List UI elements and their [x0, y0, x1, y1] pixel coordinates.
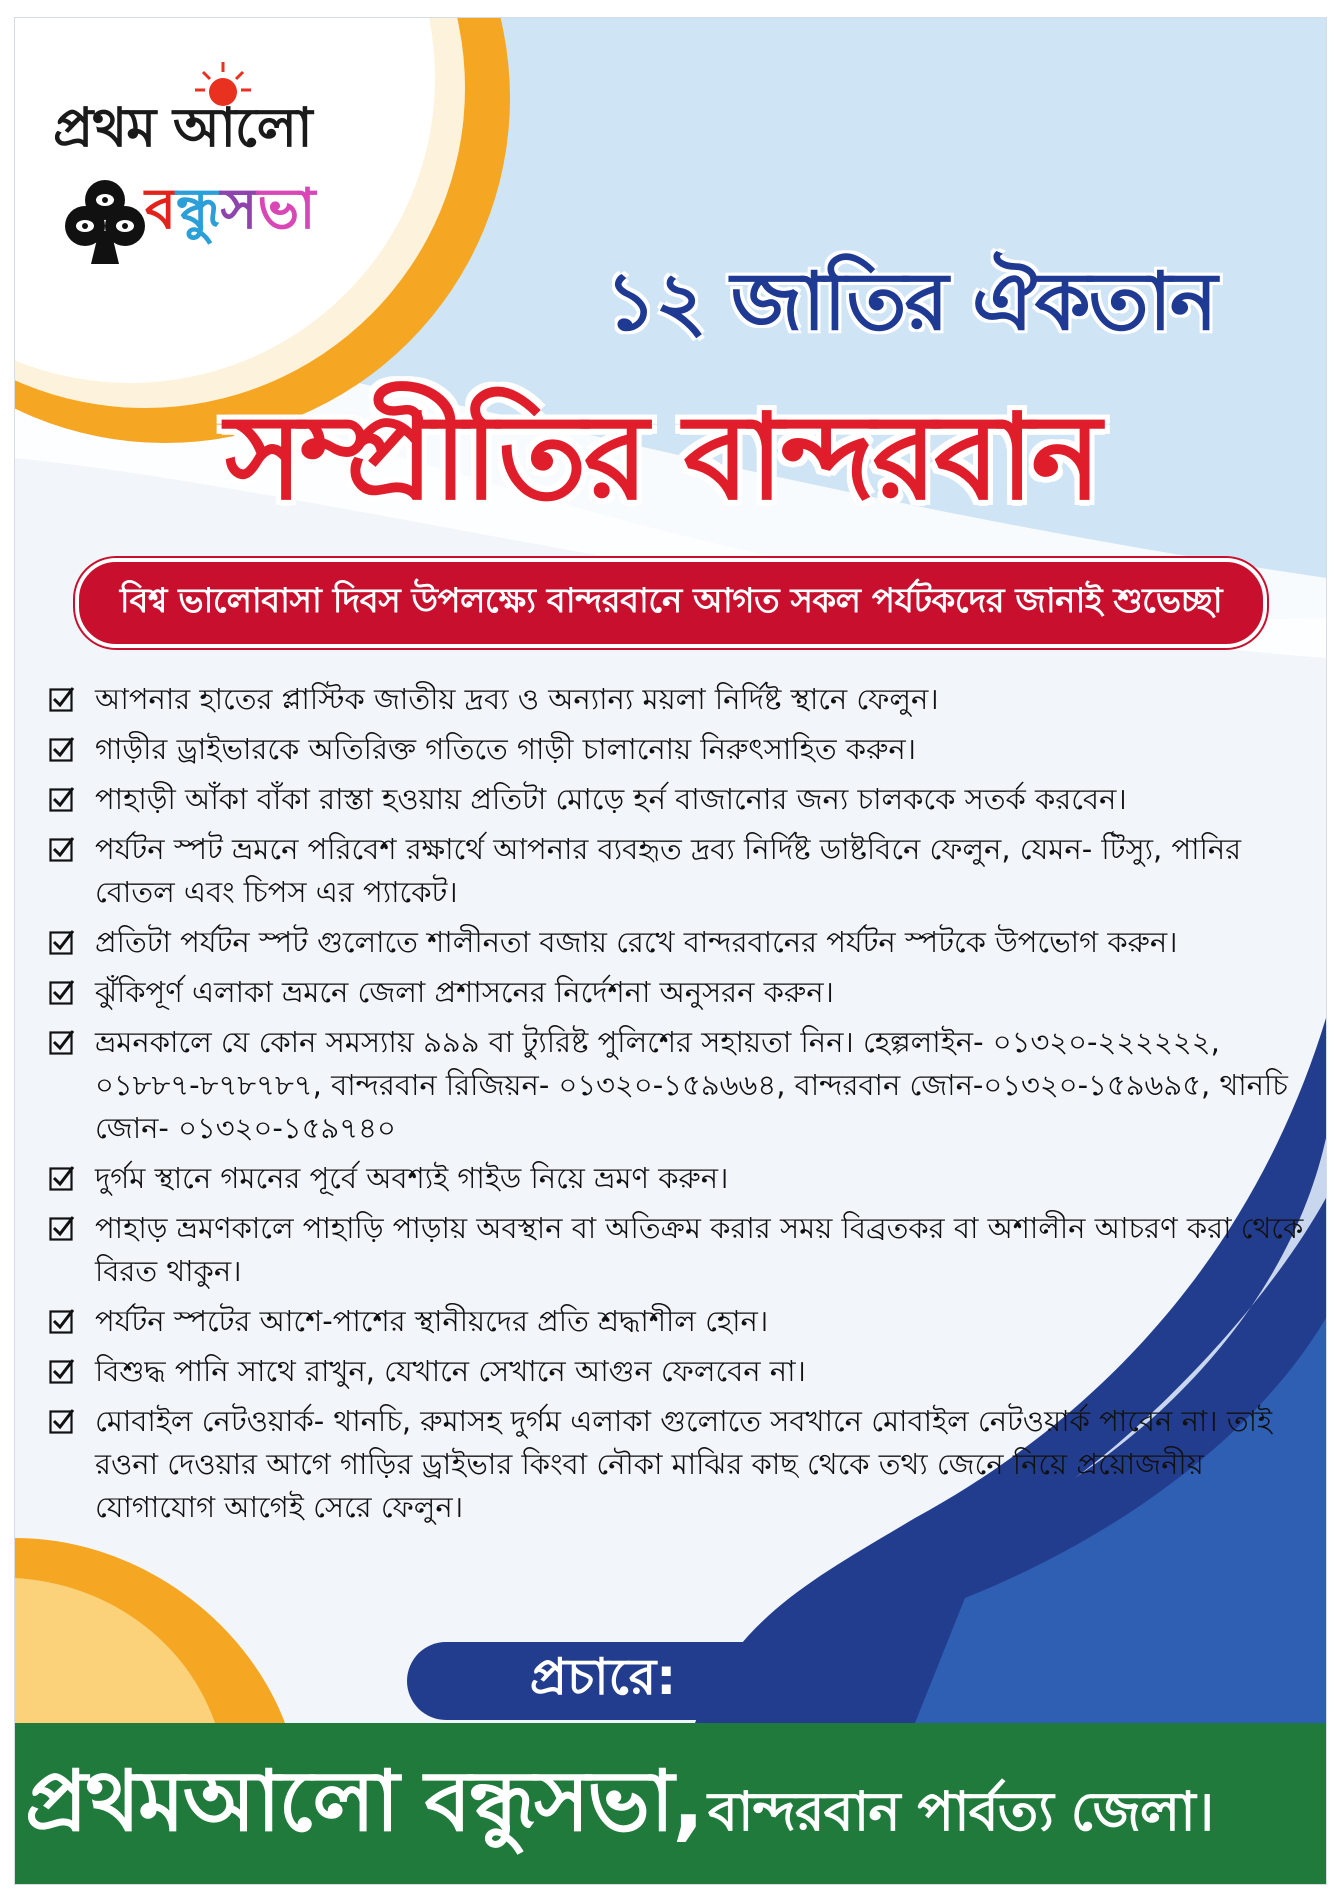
club-with-eyes-icon: [65, 176, 145, 266]
poster: [14, 17, 1327, 1885]
rule-item: [43, 1021, 1313, 1150]
rule-item: [43, 678, 1313, 721]
checked-box-icon: [49, 836, 75, 862]
greeting-banner: বিশ্ব ভালোবাসা দিবস উপলক্ষ্যে বান্দরবানে আগত সকল পর্যটকদের জানাই শুভেচ্ছা: [75, 558, 1267, 648]
checked-box-icon: [49, 736, 75, 762]
rule-item: [43, 728, 1313, 771]
checked-box-icon: [49, 979, 75, 1005]
rule-text: গাড়ীর ড্রাইভারকে অতিরিক্ত গতিতে গাড়ী চালানোয় নিরুৎসাহিত করুন।: [95, 732, 917, 766]
rule-text: মোবাইল নেটওয়ার্ক- থানচি, রুমাসহ দুর্গম এলাকা গুলোতে সবখানে মোবাইল নেটওয়ার্ক পাবেন না। তাই রওনা দেওয়ার আগে গাড়ির ড্রাইভার কিংবা নৌকা মাঝির কাছ থেকে তথ্য জেনে নিয়ে প্রয়োজনীয় যোগাযোগ আগেই সেরে ফেলুন।: [95, 1404, 1273, 1524]
rule-item: [43, 828, 1313, 914]
checked-box-icon: [49, 1308, 75, 1334]
logo-club-name: বন্ধুসভা: [145, 176, 316, 242]
checked-box-icon: [49, 686, 75, 712]
promo-label: প্রচারে:: [407, 1642, 799, 1720]
checked-box-icon: [49, 1358, 75, 1384]
checked-box-icon: [49, 786, 75, 812]
rule-text: পাহাড় ভ্রমণকালে পাহাড়ি পাড়ায় অবস্থান বা অতিক্রম করার সময় বিব্রতকর বা অশালীন আচরণ করা থেকে বিরত থাকুন।: [95, 1211, 1304, 1288]
checked-box-icon: [49, 1408, 75, 1434]
rule-item: [43, 1400, 1313, 1529]
rule-text: আপনার হাতের প্লাস্টিক জাতীয় দ্রব্য ও অন্যান্য ময়লা নির্দিষ্ট স্থানে ফেলুন।: [95, 682, 939, 716]
checked-box-icon: [49, 1165, 75, 1191]
rule-item: [43, 1300, 1313, 1343]
rule-item: [43, 1207, 1313, 1293]
rule-text: দুর্গম স্থানে গমনের পূর্বে অবশ্যই গাইড নিয়ে ভ্রমণ করুন।: [95, 1161, 729, 1195]
checked-box-icon: [49, 1029, 75, 1055]
footer-district: বান্দরবান পার্বত্য জেলা।: [707, 1780, 1214, 1843]
rule-item: [43, 1350, 1313, 1393]
rule-text: ভ্রমনকালে যে কোন সমস্যায় ৯৯৯ বা ট্যুরিষ্ট পুলিশের সহায়তা নিন। হেল্পলাইন- ০১৩২০-২২২২২২, ০১৮৮৭-৮৭৮৭৮৭, বান্দরবান রিজিয়ন- ০১৩২০-১৫৯৬৬৪, বান্দরবান জোন-০১৩২০-১৫৯৬৯৫, থানচি জোন- ০১৩২০-১৫৯৭৪০: [95, 1025, 1288, 1145]
checked-box-icon: [49, 1215, 75, 1241]
rule-text: পর্যটন স্পট ভ্রমনে পরিবেশ রক্ষার্থে আপনার ব্যবহৃত দ্রব্য নির্দিষ্ট ডাষ্টবিনে ফেলুন, যেমন- টিস্যু, পানির বোতল এবং চিপস এর প্যাকেট।: [95, 832, 1242, 909]
logo-name: প্রথম আলো: [53, 95, 312, 159]
rule-text: পর্যটন স্পটের আশে-পাশের স্থানীয়দের প্রতি শ্রদ্ধাশীল হোন।: [95, 1304, 769, 1338]
rule-item: [43, 778, 1313, 821]
rule-text: প্রতিটা পর্যটন স্পট গুলোতে শালীনতা বজায় রেখে বান্দরবানের পর্যটন স্পটকে উপভোগ করুন।: [95, 925, 1178, 959]
headline-line2: সম্প্রীতির বান্দরবান: [225, 388, 1099, 526]
headline-line1: ১২ জাতির ঐকতান: [605, 255, 1216, 348]
rule-item: [43, 971, 1313, 1014]
footer-text: [25, 1736, 1213, 1877]
rule-text: বিশুদ্ধ পানি সাথে রাখুন, যেখানে সেখানে আগুন ফেলবেন না।: [95, 1354, 806, 1388]
rule-item: [43, 1157, 1313, 1200]
checked-box-icon: [49, 929, 75, 955]
rule-text: ঝুঁকিপূর্ণ এলাকা ভ্রমনে জেলা প্রশাসনের নির্দেশনা অনুসরন করুন।: [95, 975, 834, 1009]
rule-text: পাহাড়ী আঁকা বাঁকা রাস্তা হওয়ায় প্রতিটা মোড়ে হর্ন বাজানোর জন্য চালককে সতর্ক করবেন।: [95, 782, 1127, 816]
rules-list: [43, 678, 1313, 1536]
footer-org: প্রথমআলো বন্ধুসভা,: [25, 1752, 703, 1850]
rule-item: [43, 921, 1313, 964]
